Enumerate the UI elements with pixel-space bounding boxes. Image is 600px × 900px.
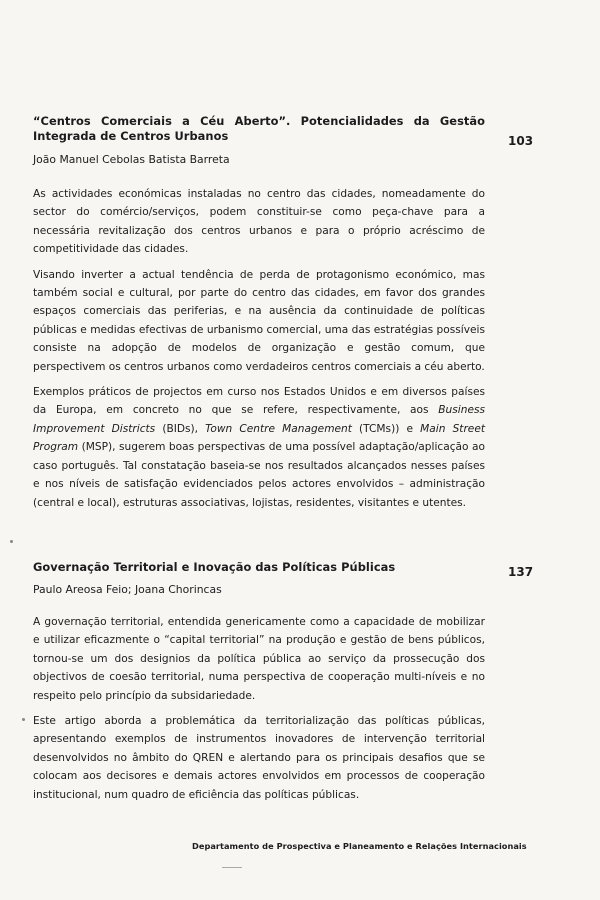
page-number: 103 <box>508 134 534 148</box>
entry-title: “Centros Comerciais a Céu Aberto”. Potencialidades da Gestão Integrada de Centros Urbanos <box>33 114 485 143</box>
abstract-paragraph: Visando inverter a actual tendência de perda de protagonismo económico, mas também social e cultural, por parte do centro das cidades, em favor dos grandes espaços comerciais das periferias, e na ausência da continuidade de políticas públicas e medidas efectivas de urbanismo comercial, uma das estratégias possíveis consiste na adopção de modelos de organização e gestão comum, que perspectivem os centros urbanos como verdadeiros centros comerciais a céu aberto. <box>33 268 485 373</box>
entry-title: Governação Territorial e Inovação das Políticas Públicas <box>33 560 396 574</box>
text-run: (BIDs), <box>155 422 206 435</box>
text-run: (TCMs)) e <box>351 422 421 435</box>
abstract-paragraph: A governação territorial, entendida genericamente como a capacidade de mobilizar e utilizar eficazmente o “capital territorial” na produção e gestão de bens públicos, tornou-se um dos designios da política pública ao serviço da prossecução dos objectivos de coesão territorial, numa perspectiva de cooperação multi-níveis e no respeito pelo princípio da subsidariedade. <box>33 616 485 702</box>
scan-speck <box>22 718 25 721</box>
term-msp: Main Street Program <box>33 422 485 454</box>
entry-authors: Paulo Areosa Feio; Joana Chorincas <box>33 583 222 596</box>
scan-mark <box>222 867 242 868</box>
abstract-entry-1 <box>33 114 485 512</box>
page-number: 137 <box>508 565 534 579</box>
text-run: (MSP), sugerem boas perspectivas de uma possível adaptação/aplicação ao caso português. Tal constatação baseia-se nos resultados alcançados nesses países e nos níveis de satisfação evidenciados pelos actores envolvidos – administração (central e local), estruturas associativas, lojistas, residentes, visitantes e utentes. <box>33 441 485 509</box>
abstract-paragraph: Este artigo aborda a problemática da territorialização das políticas públicas, apresentando exemplos de instrumentos inovadores de intervenção territorial desenvolvidos no âmbito do QREN e alertando para os principais desafios que se colocam aos decisores e demais actores envolvidos em processos de cooperação institucional, num quadro de eficiência das políticas públicas. <box>33 715 485 801</box>
abstract-paragraph <box>33 383 485 512</box>
scan-speck <box>10 540 13 543</box>
text-run: Exemplos práticos de projectos em curso nos Estados Unidos e em diversos países da Europa, em concreto no que se refere, respectivamente, aos <box>33 386 485 417</box>
term-tcm: Town Centre Management <box>205 422 352 435</box>
abstract-paragraph: As actividades económicas instaladas no centro das cidades, nomeadamente do sector do comércio/serviços, podem constituir-se como peça-chave para a necessária revitalização dos centros urbanos e para o próprio acréscimo de competitividade das cidades. <box>33 188 485 256</box>
term-bids: Business Improvement Districts <box>33 404 485 435</box>
page-footer: Departamento de Prospectiva e Planeamento e Relações Internacionais <box>192 841 527 851</box>
entry-authors: João Manuel Cebolas Batista Barreta <box>33 153 230 166</box>
abstract-entry-2 <box>33 560 485 804</box>
